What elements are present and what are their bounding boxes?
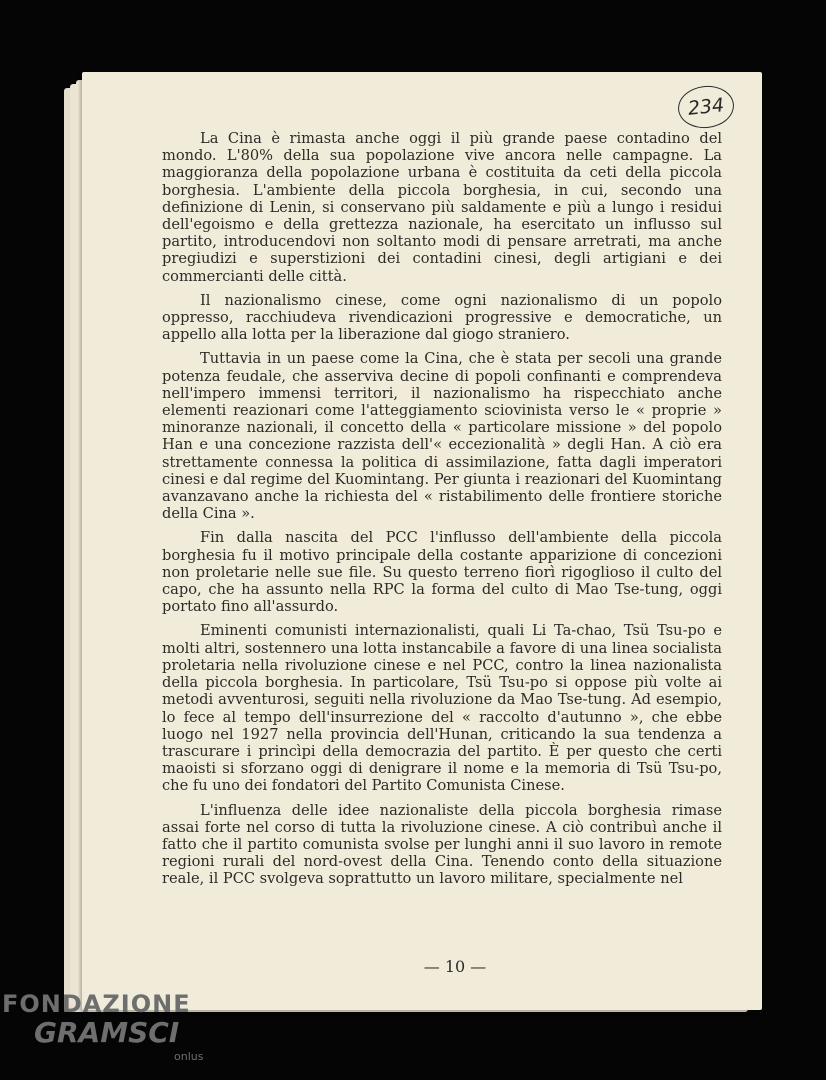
page-number: — 10 — [423, 957, 487, 976]
watermark-line-1: FONDAZIONE [2, 990, 191, 1018]
paragraph-6: L'influenza delle idee nazionaliste della piccola borghesia rimase assai forte nel corso di tutta la rivoluzione cinese. A ciò contribuì anche il fatto che il partito comunista svolse per lunghi anni il suo lavoro in remote regioni rurali del nord-ovest della Cina. Tenendo conto della situazione reale, il PCC svolgeva soprattutto un lavoro militare, specialmente nel [162, 801, 722, 888]
paragraph-1: La Cina è rimasta anche oggi il più grande paese contadino del mondo. L'80% della sua popolazione vive ancora nelle campagne. La maggioranza della popolazione urbana è costituita da ceti della piccola borghesia. L'ambiente della piccola borghesia, in cui, secondo una definizione di Lenin, si conservano più saldamente e più a lungo i residui dell'egoismo e della grettezza nazionale, ha esercitato un influsso sul partito, introducendovi non soltanto modi di pensare arretrati, ma anche pregiudizi e superstizioni dei contadini cinesi, degli artigiani e dei commercianti delle città. [162, 130, 722, 285]
paragraph-5: Eminenti comunisti internazionalisti, quali Li Ta-chao, Tsü Tsu-po e molti altri, sostennero una lotta instancabile a favore di una linea socialista proletaria nella rivoluzione cinese e nel PCC, contro la linea nazionalista della piccola borghesia. In particolare, Tsü Tsu-po si oppose più volte ai metodi avventurosi, seguiti nella rivoluzione da Mao Tse-tung. Ad esempio, lo fece al tempo dell'insurrezione del « raccolto d'autunno », che ebbe luogo nel 1927 nella provincia dell'Hunan, criticando la sua tendenza a trascurare i princìpi della democrazia del partito. È per questo che certi maoisti si sforzano oggi di denigrare il nome e la memoria di Tsü Tsu-po, che fu uno dei fondatori del Partito Comunista Cinese. [162, 622, 722, 795]
paragraph-4: Fin dalla nascita del PCC l'influsso dell'ambiente della piccola borghesia fu il motivo principale della costante apparizione di concezioni non proletarie nelle sue file. Su questo terreno fiorì rigoglioso il culto del capo, che ha assunto nella RPC la forma del culto di Mao Tse-tung, oggi portato fino all'assurdo. [162, 529, 722, 616]
watermark-line-2: GRAMSCI [34, 1016, 180, 1049]
paragraph-2: Il nazionalismo cinese, come ogni nazionalismo di un popolo oppresso, racchiudeva rivendicazioni progressive e democratiche, un appello alla lotta per la liberazione dal giogo straniero. [162, 291, 722, 344]
archive-number-stamp: 234 [676, 83, 736, 131]
paragraph-3: Tuttavia in un paese come la Cina, che è stata per secoli una grande potenza feudale, che asserviva decine di popoli confinanti e comprendeva nell'impero immensi territori, il nazionalismo ha rispecchiato anche elementi reazionari come l'atteggiamento sciovinista verso le « proprie » minoranze nazionali, il concetto della « particolare missione » del popolo Han e una concezione razzista dell'« eccezionalità » degli Han. A ciò era strettamente connessa la politica di assimilazione, fatta dagli imperatori cinesi e dal regime del Kuomintang. Per giunta i reazionari del Kuomintang avanzavano anche la richiesta del « ristabilimento delle frontiere storiche della Cina ». [162, 350, 722, 523]
body-text [162, 130, 722, 895]
watermark-line-3: onlus [174, 1050, 204, 1063]
